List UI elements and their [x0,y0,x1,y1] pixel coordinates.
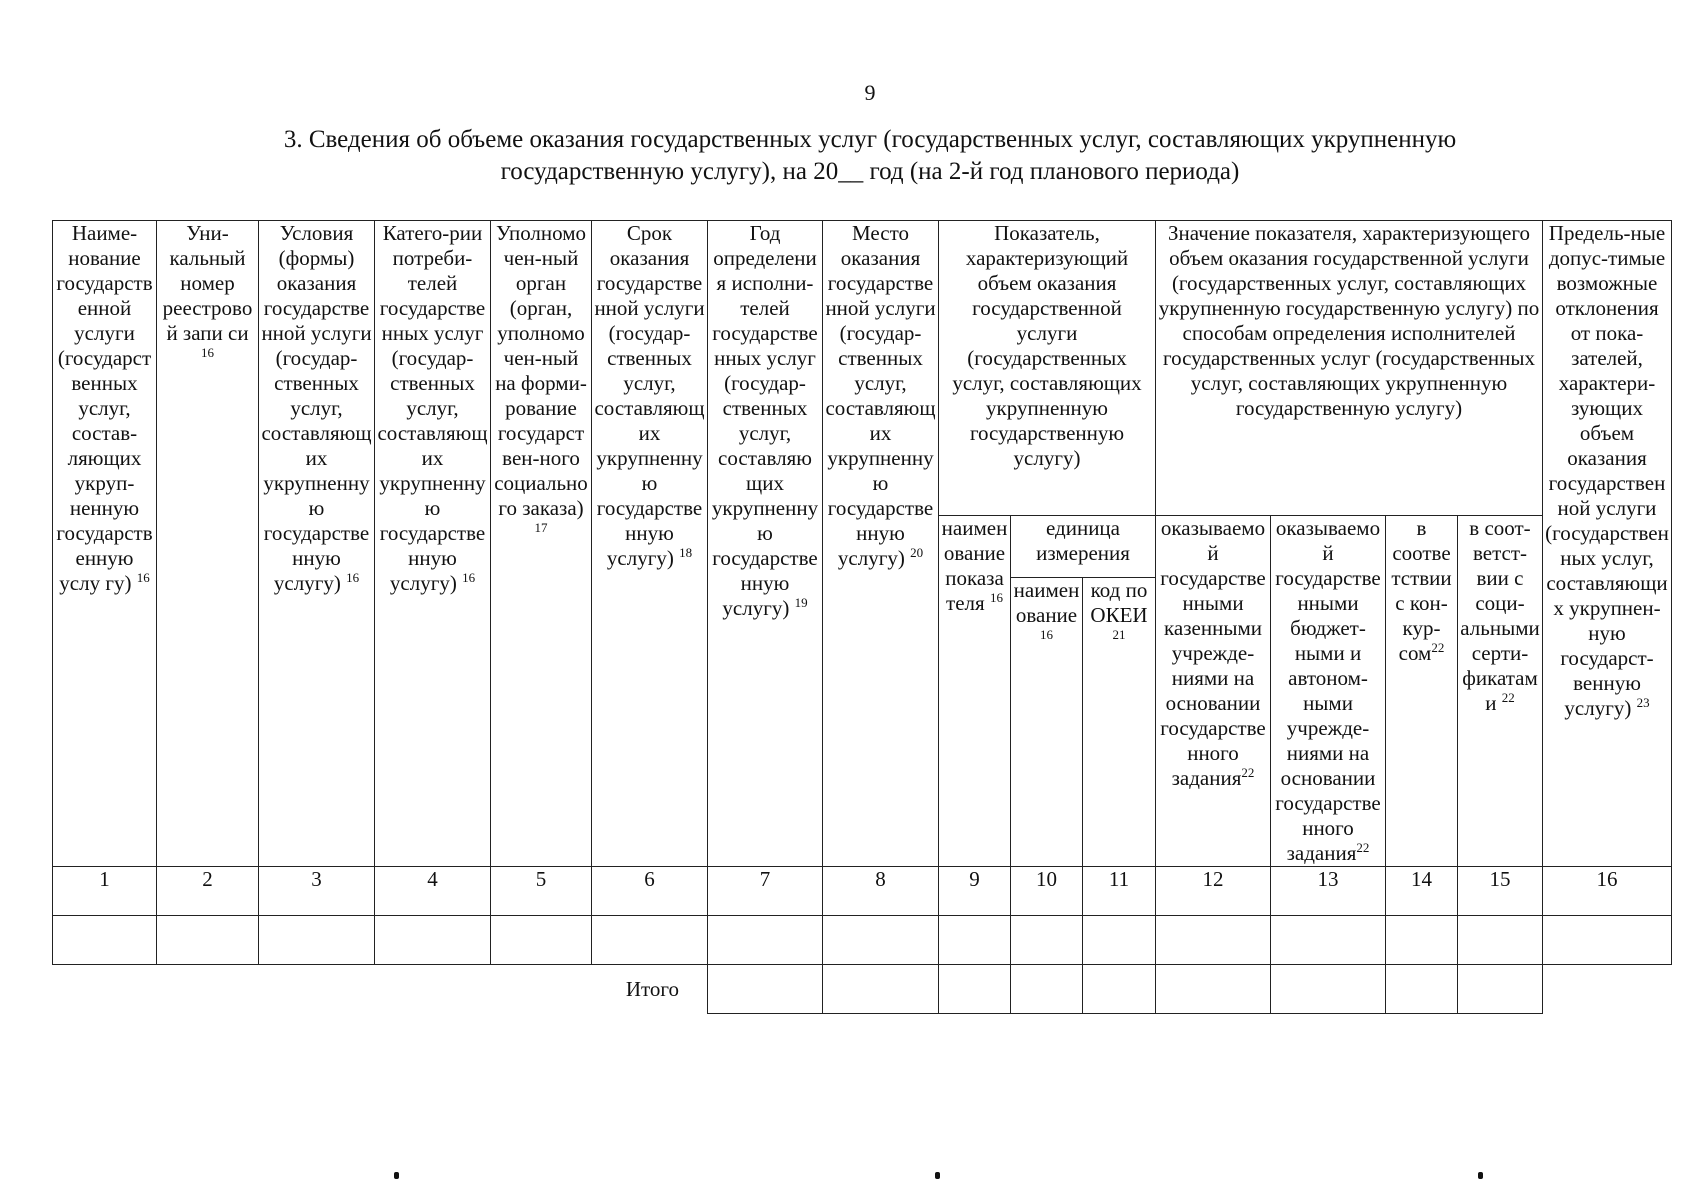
scan-dot [394,1172,399,1179]
col-header-10: наименование $^{16}$ [1011,578,1083,867]
col-header-9: наименование показателя $^{16}$ [939,516,1011,867]
col-header-6: Срок оказания государственной услуги (государ-ственных услуг, составляющих укрупненную государственную услугу) $^{18}$ [592,221,708,867]
column-number: 13 [1271,867,1386,916]
column-number: 11 [1083,867,1156,916]
blank-cell [491,965,592,1014]
column-number: 9 [939,867,1011,916]
col-header-12: оказываемой государственными казенными учрежде-ниями на основании государственного задания$^{22}$ [1156,516,1271,867]
table-cell [592,916,708,965]
column-number: 10 [1011,867,1083,916]
total-cell [1083,965,1156,1014]
col-header-8: Место оказания государственной услуги (государ-ственных услуг, составляющих укрупненную государственную услугу) $^{20}$ [823,221,939,867]
col-header-15: в соот-ветст-вии с соци-альными серти-фикатами $^{22}$ [1458,516,1543,867]
table-cell [939,916,1011,965]
col-header-1: Наиме-нование государственной услуги (государственных услуг, состав-ляющих укруп-ненную государственную услу гу) $^{16}$ [53,221,157,867]
column-number: 5 [491,867,592,916]
blank-cell [53,965,157,1014]
column-number: 1 [53,867,157,916]
heading-line-1: 3. Сведения об объеме оказания государственных услуг (государственных услуг, составляющих укрупненную [283,126,1457,153]
total-cell [823,965,939,1014]
page-number: 9 [864,80,876,105]
col-header-11: код по ОКЕИ $^{21}$ [1083,578,1156,867]
column-number: 14 [1386,867,1458,916]
table-row [53,916,1672,965]
unit-of-measure-header: единица измерения [1011,516,1156,578]
column-number-row [53,867,1672,916]
total-label: Итого [625,976,679,1001]
total-cell [1271,965,1386,1014]
blank-cell [1543,965,1672,1014]
scan-dot [1478,1172,1483,1179]
column-number: 15 [1458,867,1543,916]
column-number: 12 [1156,867,1271,916]
column-number: 7 [708,867,823,916]
table-cell [491,916,592,965]
table-cell [1083,916,1156,965]
blank-cell [259,965,375,1014]
services-volume-table [52,220,1672,1014]
blank-cell [157,965,259,1014]
table-cell [1011,916,1083,965]
table-cell [157,916,259,965]
section-heading [120,124,1620,188]
col-header-4: Катего-рии потреби-телей государственных услуг (государ-ственных услуг, составляющих укрупненную государственную услугу) $^{16}$ [375,221,491,867]
table-cell [823,916,939,965]
table-cell [1543,916,1672,965]
group-header-value: Значение показателя, характеризующего объем оказания государственной услуги (государственных услуг, составляющих укрупненную государственную услугу) по способам определения исполнителей государственных услуг (государственных услуг, составляющих укрупненную государственную услугу) [1156,221,1543,516]
col-header-14: в соответствии с кон-кур-сом$^{22}$ [1386,516,1458,867]
total-cell [1386,965,1458,1014]
table-cell [259,916,375,965]
table-cell [1458,916,1543,965]
column-number: 3 [259,867,375,916]
total-cell [708,965,823,1014]
group-header-indicator: Показатель, характеризующий объем оказания государственной услуги (государственных услуг, составляющих укрупненную государственную услугу) [939,221,1156,516]
col-header-13: оказываемой государственными бюджет-ными и автоном-ными учрежде-ниями на основании государственного задания$^{22}$ [1271,516,1386,867]
total-cell [939,965,1011,1014]
column-number: 4 [375,867,491,916]
scan-dot [935,1172,940,1179]
heading-line-2: государственную услугу), на 20__ год (на 2-й год планового периода) [500,158,1240,185]
table-cell [1156,916,1271,965]
total-cell [1156,965,1271,1014]
column-number: 16 [1543,867,1672,916]
col-header-7: Год определения исполни-телей государственных услуг (государ-ственных услуг, составляющих укрупненную государственную услугу) $^{19}$ [708,221,823,867]
column-number: 8 [823,867,939,916]
column-number: 2 [157,867,259,916]
table-cell [53,916,157,965]
col-header-5: Уполномочен-ный орган (орган, уполномочен-ный на форми-рование государствен-ного социального заказа) $^{17}$ [491,221,592,867]
col-header-16: Предель-ные допус-тимые возможные отклонения от пока-зателей, характери-зующих объем оказания государственной услуги (государственных услуг, составляющих укрупнен-ную государст-венную услугу) $^{23}$ [1543,221,1672,867]
table-cell [708,916,823,965]
table-cell [1386,916,1458,965]
col-header-3: Условия (формы) оказания государственной услуги (государ-ственных услуг, составляющих укрупненную государственную услугу) $^{16}$ [259,221,375,867]
total-row [53,965,1672,1014]
blank-cell [375,965,491,1014]
column-number: 6 [592,867,708,916]
table-cell [1271,916,1386,965]
total-cell [1458,965,1543,1014]
col-header-2: Уни-кальный номер реестровой запи си $^{16}$ [157,221,259,867]
table-cell [375,916,491,965]
total-cell [1011,965,1083,1014]
